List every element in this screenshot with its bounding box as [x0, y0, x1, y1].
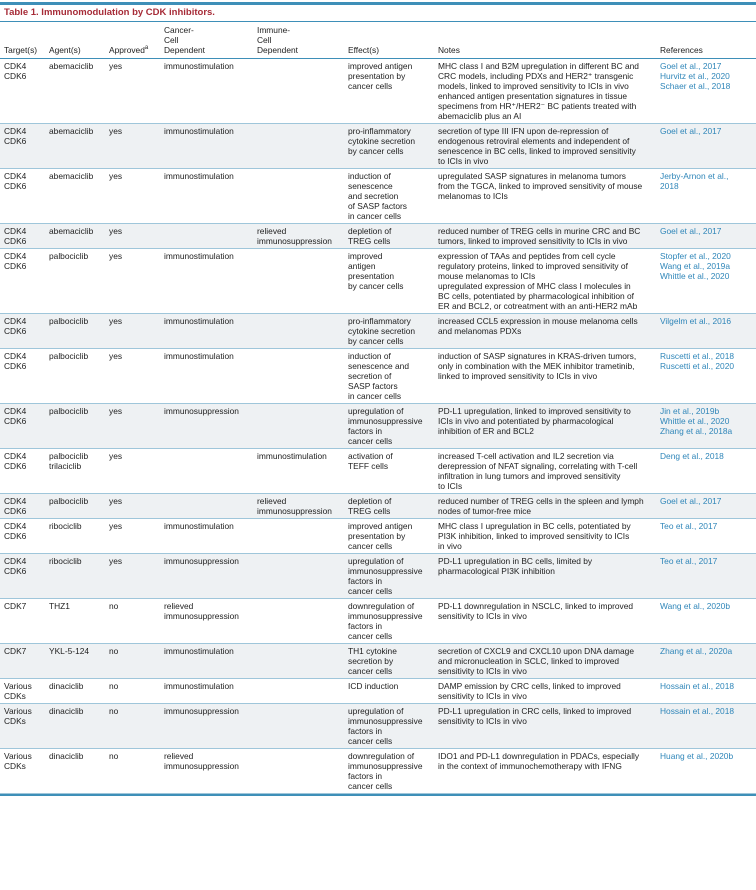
cell-effect: upregulation of immunosuppressive factors in cancer cells	[348, 706, 423, 746]
table-row	[0, 749, 756, 794]
table-header	[0, 22, 756, 59]
cell-references[interactable]: Deng et al., 2018	[660, 451, 724, 461]
cell-immune-dependent	[253, 704, 344, 749]
cell-notes: reduced number of TREG cells in murine CRC and BC tumors, linked to improved sensitivity to ICIs in vivo	[438, 226, 641, 246]
table-row	[0, 314, 756, 349]
header-cancer-dependent: Cancer- Cell Dependent	[164, 25, 205, 55]
cell-agent: palbociclib	[49, 251, 89, 261]
cell-target: CDK4 CDK6	[4, 171, 27, 191]
cell-notes: secretion of CXCL9 and CXCL10 upon DNA damage and micronucleation in SCLC, linked to improved sensitivity to ICIs in vivo	[438, 646, 634, 676]
cell-cancer-dependent	[160, 494, 253, 519]
cell-notes: increased T-cell activation and IL2 secretion via derepression of NFAT signaling, correlating with T-cell infiltration in lung tumors and improved sensitivity to ICIs	[438, 451, 638, 491]
header-agent: Agent(s)	[49, 45, 81, 55]
cell-immune-dependent: relieved immunosuppression	[257, 226, 332, 246]
cell-references[interactable]: Teo et al., 2017	[660, 521, 718, 531]
cell-target: CDK4 CDK6	[4, 126, 27, 146]
cell-effect: depletion of TREG cells	[348, 496, 392, 516]
cell-agent: THZ1	[49, 601, 70, 611]
cell-target: CDK4 CDK6	[4, 521, 27, 541]
cell-references[interactable]: Jin et al., 2019b Whittle et al., 2020 Zhang et al., 2018a	[660, 406, 733, 436]
cell-cancer-dependent: immunostimulation	[164, 521, 234, 531]
bottom-rule	[0, 794, 756, 796]
cell-cancer-dependent: immunostimulation	[164, 316, 234, 326]
cell-notes: upregulated SASP signatures in melanoma tumors from the TGCA, linked to improved sensitivity of mouse melanomas to ICIs	[438, 171, 643, 201]
cell-agent: abemaciclib	[49, 171, 94, 181]
header-references: References	[660, 45, 703, 55]
header-immune-dependent: Immune- Cell Dependent	[257, 25, 298, 55]
table-caption: Table 1. Immunomodulation by CDK inhibitors.	[4, 7, 215, 18]
page	[0, 2, 756, 890]
cell-agent: palbociclib	[49, 351, 89, 361]
table-row	[0, 704, 756, 749]
cell-effect: pro-inflammatory cytokine secretion by cancer cells	[348, 316, 416, 346]
table-row	[0, 644, 756, 679]
cell-effect: depletion of TREG cells	[348, 226, 392, 246]
cell-effect: activation of TEFF cells	[348, 451, 393, 471]
cell-cancer-dependent: immunostimulation	[164, 251, 234, 261]
table-row	[0, 554, 756, 599]
cell-cancer-dependent: immunostimulation	[164, 681, 234, 691]
cell-target: Various CDKs	[4, 751, 32, 771]
table-row	[0, 679, 756, 704]
cell-agent: dinaciclib	[49, 681, 84, 691]
header-target: Target(s)	[4, 45, 38, 55]
cell-approved: yes	[109, 521, 123, 531]
cell-target: CDK4 CDK6	[4, 451, 27, 471]
header-notes: Notes	[438, 45, 460, 55]
cell-approved: yes	[109, 451, 123, 461]
cell-effect: induction of senescence and secretion of SASP factors in cancer cells	[348, 171, 407, 221]
cell-effect: ICD induction	[348, 681, 399, 691]
cell-references[interactable]: Stopfer et al., 2020 Wang et al., 2019a Whittle et al., 2020	[660, 251, 731, 281]
cell-cancer-dependent: relieved immunosuppression	[164, 751, 239, 771]
cell-approved: no	[109, 751, 119, 761]
cell-cancer-dependent: immunostimulation	[164, 61, 234, 71]
cell-effect: downregulation of immunosuppressive factors in cancer cells	[348, 601, 423, 641]
cell-cancer-dependent	[160, 224, 253, 249]
cell-target: CDK4 CDK6	[4, 406, 27, 426]
cell-immune-dependent	[253, 644, 344, 679]
cell-immune-dependent	[253, 749, 344, 794]
header-effects: Effect(s)	[348, 45, 380, 55]
cell-notes: PD-L1 upregulation in BC cells, limited by pharmacological PI3K inhibition	[438, 556, 593, 576]
cell-references[interactable]: Goel et al., 2017	[660, 226, 722, 236]
cell-notes: reduced number of TREG cells in the spleen and lymph nodes of tumor-free mice	[438, 496, 644, 516]
cell-target: CDK4 CDK6	[4, 496, 27, 516]
cell-immune-dependent	[253, 679, 344, 704]
cell-cancer-dependent: immunosuppression	[164, 406, 239, 416]
cell-notes: IDO1 and PD-L1 downregulation in PDACs, especially in the context of immunochemotherapy with IFNG	[438, 751, 640, 771]
table-body	[0, 59, 756, 794]
cell-effect: induction of senescence and secretion of SASP factors in cancer cells	[348, 351, 409, 401]
cell-agent: dinaciclib	[49, 706, 84, 716]
cell-approved: yes	[109, 351, 123, 361]
cell-approved: yes	[109, 126, 123, 136]
cell-effect: pro-inflammatory cytokine secretion by cancer cells	[348, 126, 416, 156]
cell-immune-dependent	[253, 519, 344, 554]
cell-approved: no	[109, 601, 119, 611]
cell-notes: PD-L1 upregulation, linked to improved sensitivity to ICIs in vivo and potentiated by pharmacological inhibition of ER and BCL2	[438, 406, 631, 436]
cell-approved: no	[109, 681, 119, 691]
cell-immune-dependent: immunostimulation	[257, 451, 327, 461]
cell-agent: abemaciclib	[49, 126, 94, 136]
table-row	[0, 349, 756, 404]
cell-agent: palbociclib	[49, 406, 89, 416]
cell-immune-dependent	[253, 599, 344, 644]
cell-immune-dependent	[253, 349, 344, 404]
cell-immune-dependent	[253, 249, 344, 314]
cell-immune-dependent	[253, 314, 344, 349]
cell-effect: TH1 cytokine secretion by cancer cells	[348, 646, 397, 676]
cell-agent: ribociclib	[49, 521, 82, 531]
table-row	[0, 404, 756, 449]
cell-notes: secretion of type III IFN upon de-repression of endogenous retroviral elements and independent of senescence in BC cells, linked to improved sensitivity to ICIs in vivo	[438, 126, 636, 166]
cell-effect: downregulation of immunosuppressive factors in cancer cells	[348, 751, 423, 791]
cell-target: CDK4 CDK6	[4, 351, 27, 371]
cell-effect: improved antigen presentation by cancer cells	[348, 61, 413, 91]
cell-cancer-dependent: immunosuppression	[164, 556, 239, 566]
cell-approved: no	[109, 646, 119, 656]
table-row	[0, 519, 756, 554]
cell-cancer-dependent	[160, 449, 253, 494]
cell-approved: yes	[109, 316, 123, 326]
cell-references[interactable]: Teo et al., 2017	[660, 556, 718, 566]
table-row	[0, 249, 756, 314]
cell-approved: yes	[109, 496, 123, 506]
cell-target: CDK4 CDK6	[4, 556, 27, 576]
cell-immune-dependent	[253, 124, 344, 169]
cell-target: Various CDKs	[4, 706, 32, 726]
cell-references[interactable]: Wang et al., 2020b	[660, 601, 730, 611]
cell-approved: yes	[109, 406, 123, 416]
cell-notes: PD-L1 downregulation in NSCLC, linked to improved sensitivity to ICIs in vivo	[438, 601, 634, 621]
cell-agent: ribociclib	[49, 556, 82, 566]
cell-cancer-dependent: immunosuppression	[164, 706, 239, 716]
cell-cancer-dependent: immunostimulation	[164, 646, 234, 656]
cell-target: CDK7	[4, 601, 27, 611]
cell-target: CDK4 CDK6	[4, 226, 27, 246]
cell-references[interactable]: Hossain et al., 2018	[660, 681, 735, 691]
cell-agent: YKL-5-124	[49, 646, 90, 656]
cell-agent: abemaciclib	[49, 226, 94, 236]
table-row	[0, 449, 756, 494]
cell-effect: improved antigen presentation by cancer cells	[348, 251, 404, 291]
cell-approved: yes	[109, 171, 123, 181]
cell-immune-dependent	[253, 554, 344, 599]
cell-cancer-dependent: immunostimulation	[164, 126, 234, 136]
cell-target: CDK7	[4, 646, 27, 656]
cdk-table	[0, 22, 756, 794]
cell-references[interactable]: Vilgelm et al., 2016	[660, 316, 732, 326]
table-row	[0, 124, 756, 169]
cell-agent: palbociclib trilaciclib	[49, 451, 89, 471]
cell-immune-dependent: relieved immunosuppression	[257, 496, 332, 516]
cell-cancer-dependent: immunostimulation	[164, 351, 234, 361]
table-row	[0, 169, 756, 224]
table-row	[0, 59, 756, 124]
cell-target: Various CDKs	[4, 681, 32, 701]
cell-target: CDK4 CDK6	[4, 61, 27, 81]
cell-references[interactable]: Ruscetti et al., 2018 Ruscetti et al., 2020	[660, 351, 735, 371]
cell-notes: PD-L1 upregulation in CRC cells, linked to improved sensitivity to ICIs in vivo	[438, 706, 632, 726]
header-approved: Approved$^a$	[109, 45, 149, 55]
cell-agent: palbociclib	[49, 316, 89, 326]
cell-notes: induction of SASP signatures in KRAS-driven tumors, only in combination with the MEK inhibitor trametinib, linked to improved sensitivity to ICIs in vivo	[438, 351, 637, 381]
cell-approved: yes	[109, 556, 123, 566]
cell-notes: MHC class I upregulation in BC cells, potentiated by PI3K inhibition, linked to improved sensitivity to ICIs in vivo	[438, 521, 631, 551]
cell-approved: no	[109, 706, 119, 716]
cell-immune-dependent	[253, 59, 344, 124]
cell-effect: upregulation of immunosuppressive factors in cancer cells	[348, 556, 423, 596]
table-row	[0, 224, 756, 249]
cell-references[interactable]: Hossain et al., 2018	[660, 706, 735, 716]
cell-effect: improved antigen presentation by cancer cells	[348, 521, 413, 551]
cell-effect: upregulation of immunosuppressive factors in cancer cells	[348, 406, 423, 446]
cell-agent: abemaciclib	[49, 61, 94, 71]
cell-cancer-dependent: relieved immunosuppression	[164, 601, 239, 621]
cell-immune-dependent	[253, 404, 344, 449]
cell-notes: MHC class I and B2M upregulation in different BC and CRC models, including PDXs and HER2⁺ transgenic models, linked to improved sensitivity to ICIs in vivo enhanced antigen presentation signatures in tissue specimens from HR⁺/HER2⁻ BC patients treated with abemaciclib plus an AI	[438, 61, 639, 121]
cell-approved: yes	[109, 61, 123, 71]
cell-approved: yes	[109, 226, 123, 236]
cell-notes: DAMP emission by CRC cells, linked to improved sensitivity to ICIs in vivo	[438, 681, 621, 701]
cell-notes: increased CCL5 expression in mouse melanoma cells and melanomas PDXs	[438, 316, 638, 336]
cell-references[interactable]: Jerby-Arnon et al., 2018	[660, 171, 729, 191]
cell-references[interactable]: Huang et al., 2020b	[660, 751, 734, 761]
cell-references[interactable]: Zhang et al., 2020a	[660, 646, 733, 656]
table-row	[0, 494, 756, 519]
cell-target: CDK4 CDK6	[4, 316, 27, 336]
cell-references[interactable]: Goel et al., 2017	[660, 496, 722, 506]
cell-approved: yes	[109, 251, 123, 261]
cell-target: CDK4 CDK6	[4, 251, 27, 271]
cell-references[interactable]: Goel et al., 2017 Hurvitz et al., 2020 Schaer et al., 2018	[660, 61, 731, 91]
cell-notes: expression of TAAs and peptides from cell cycle regulatory proteins, linked to improved sensitivity of mouse melanomas to ICIs upregulated expression of MHC class I molecules in BC cells, potentiated by pharmacological inhibition of ER and BCL2, or cotreatment with an anti-HER2 mAb	[438, 251, 638, 311]
cell-cancer-dependent: immunostimulation	[164, 171, 234, 181]
cell-references[interactable]: Goel et al., 2017	[660, 126, 722, 136]
table-row	[0, 599, 756, 644]
cell-agent: dinaciclib	[49, 751, 84, 761]
cell-agent: palbociclib	[49, 496, 89, 506]
cell-immune-dependent	[253, 169, 344, 224]
